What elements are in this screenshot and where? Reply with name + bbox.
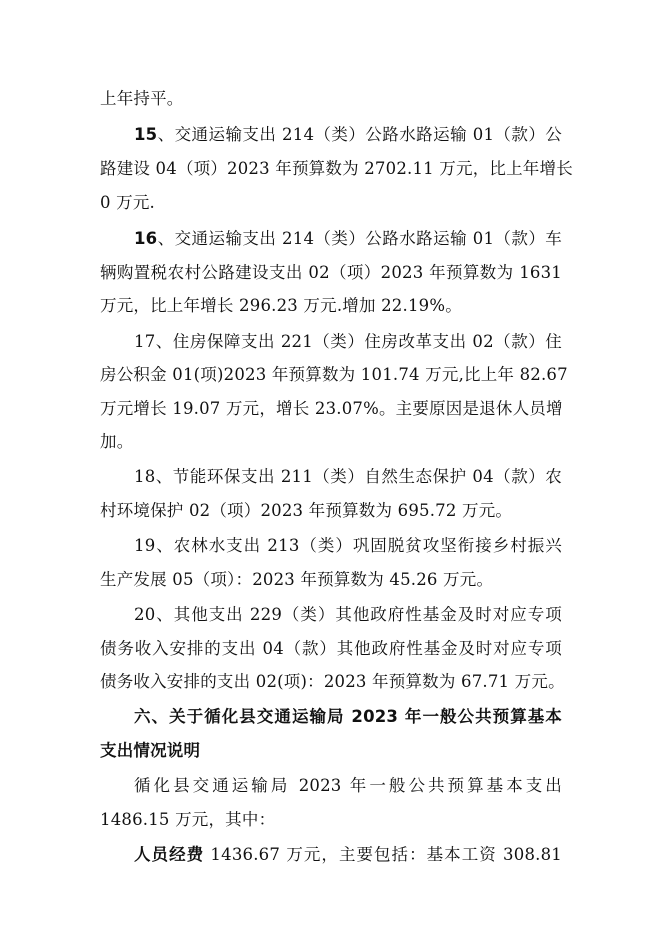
item-15-line bbox=[134, 124, 562, 146]
item-16-line bbox=[134, 228, 562, 250]
item-text: 、交通运输支出 214（类）公路水路运输 01（款）车 bbox=[157, 229, 562, 248]
section-heading-cont: 支出情况说明 bbox=[100, 741, 201, 760]
text-line: 生产发展 05（项）：2023 年预算数为 45.26 万元。 bbox=[100, 570, 494, 589]
text-line: 房公积金 01(项)2023 年预算数为 101.74 万元,比上年 82.67 bbox=[100, 365, 568, 384]
item-17-line: 17、住房保障支出 221（类）住房改革支出 02（款）住 bbox=[134, 332, 562, 351]
text-line: 债务收入安排的支出 02(项)：2023 年预算数为 67.71 万元。 bbox=[100, 672, 565, 691]
item-text: 1436.67 万元，主要包括：基本工资 308.81 bbox=[204, 845, 562, 864]
text-line: 万元增长 19.07 万元，增长 23.07%。主要原因是退休人员增 bbox=[100, 399, 563, 418]
text-line: 路建设 04（项）2023 年预算数为 2702.11 万元，比上年增长 bbox=[100, 159, 573, 178]
personnel-cost-line bbox=[134, 844, 562, 866]
item-18-line: 18、节能环保支出 211（类）自然生态保护 04（款）农 bbox=[134, 467, 562, 486]
section-heading: 六、关于循化县交通运输局 2023 年一般公共预算基本 bbox=[134, 707, 562, 726]
item-19-line: 19、农林水支出 213（类）巩固脱贫攻坚衔接乡村振兴 bbox=[134, 536, 562, 555]
text-line: 债务收入安排的支出 04（款）其他政府性基金及时对应专项 bbox=[100, 639, 562, 658]
text-line: 0 万元. bbox=[100, 193, 155, 212]
item-number: 16 bbox=[134, 229, 158, 248]
text-line: 1486.15 万元，其中： bbox=[100, 810, 276, 829]
text-line: 村环境保护 02（项）2023 年预算数为 695.72 万元。 bbox=[100, 501, 513, 520]
bold-label: 人员经费 bbox=[134, 845, 205, 864]
text-line: 辆购置税农村公路建设支出 02（项）2023 年预算数为 1631 bbox=[100, 263, 562, 282]
text-line: 万元，比上年增长 296.23 万元.增加 22.19%。 bbox=[100, 296, 462, 315]
text-line: 上年持平。 bbox=[100, 89, 184, 108]
paragraph-line: 循化县交通运输局 2023 年一般公共预算基本支出 bbox=[134, 776, 562, 795]
item-number: 15 bbox=[134, 125, 158, 144]
text-line: 加。 bbox=[100, 432, 134, 451]
item-text: 、交通运输支出 214（类）公路水路运输 01（款）公 bbox=[157, 125, 562, 144]
item-20-line: 20、其他支出 229（类）其他政府性基金及时对应专项 bbox=[134, 605, 562, 624]
